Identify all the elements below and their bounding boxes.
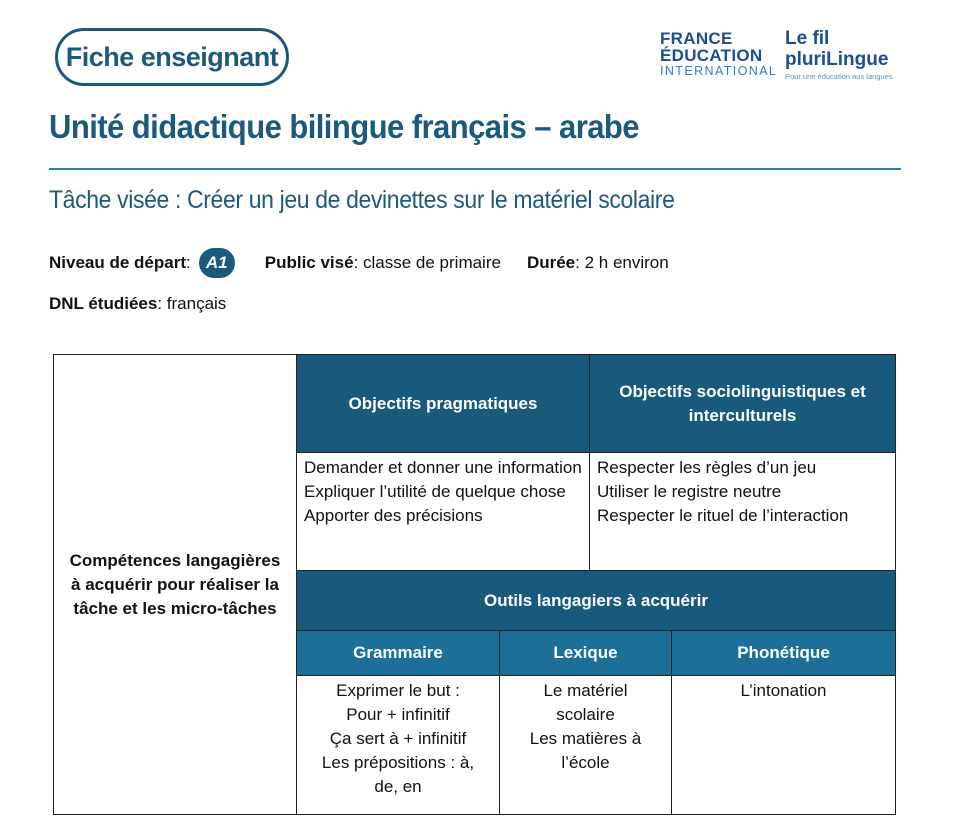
competences-table (53, 354, 896, 815)
outils-langagiers-header-text: Outils langagiers à acquérir (484, 590, 708, 610)
logo-fei-line-2: ÉDUCATION (660, 46, 763, 65)
objectifs-socio-content (590, 453, 896, 571)
grammaire-line: Pour + infinitif (346, 705, 450, 724)
grammaire-line: de, en (374, 777, 422, 796)
lexique-line: scolaire (556, 705, 615, 724)
meta-line-2 (49, 294, 226, 314)
competences-header-text: Compétences langagières à acquérir pour réaliser la tâche et les micro-tâches (69, 550, 281, 618)
objectifs-socio-header (590, 355, 896, 453)
grammaire-line: Ça sert à + infinitif (329, 729, 467, 748)
public-label: Public visé (264, 253, 354, 272)
objectifs-pragmatiques-content (297, 453, 590, 571)
level-label: Niveau de départ (49, 253, 186, 272)
duration-label: Durée (526, 253, 576, 272)
phonetique-line: L’intonation (740, 681, 827, 700)
competences-header-cell (54, 355, 297, 815)
level-separator: : (186, 253, 191, 272)
logo-fil-tagline: Pour une éducation aux langues (785, 72, 893, 81)
objectifs-pragmatiques-text: Demander et donner une information Expliquer l’utilité de quelque chose Apporter des précisions (304, 458, 582, 525)
dnl-label: DNL étudiées (49, 294, 158, 313)
objectifs-socio-header-text: Objectifs sociolinguistiques et interculturels (619, 381, 866, 425)
grammaire-content (297, 676, 500, 815)
lexique-line: l’école (561, 753, 610, 772)
france-education-international-logo (660, 29, 778, 82)
socio-line: Respecter les règles d’un jeu (597, 458, 817, 477)
meta-line-1 (49, 248, 669, 278)
logo-fil-line-2: pluriLingue (785, 49, 889, 70)
phonetique-content (672, 676, 896, 815)
lexique-line: Les matières à (529, 729, 642, 748)
logo-fei-line-1: FRANCE (660, 29, 733, 48)
socio-line: Respecter le rituel de l’interaction (597, 506, 849, 525)
lexique-header (500, 631, 672, 676)
le-fil-plurilingue-logo (785, 28, 903, 84)
grammaire-line: Exprimer le but : (336, 681, 460, 700)
public-value: : classe de primaire (353, 253, 501, 272)
lexique-content (500, 676, 672, 815)
page-subtitle: Tâche visée : Créer un jeu de devinettes sur le matériel scolaire (49, 186, 675, 214)
lexique-header-text: Lexique (553, 643, 618, 662)
phonetique-header (672, 631, 896, 676)
grammaire-line: Les prépositions : à, (321, 753, 475, 772)
socio-line: Utiliser le registre neutre (597, 482, 782, 501)
duration-value: : 2 h environ (575, 253, 669, 272)
dnl-value: : français (157, 294, 227, 313)
page-title: Unité didactique bilingue français – arabe (49, 108, 639, 145)
level-badge: A1 (199, 248, 235, 278)
lexique-line: Le matériel (543, 681, 628, 700)
grammaire-header (297, 631, 500, 676)
phonetique-header-text: Phonétique (737, 643, 830, 662)
logo-fil-line-1: Le fil (785, 28, 830, 49)
outils-langagiers-header (297, 571, 896, 631)
objectifs-pragmatiques-header (297, 355, 590, 453)
title-divider (49, 168, 901, 170)
grammaire-header-text: Grammaire (353, 643, 443, 662)
document-type-badge: Fiche enseignant (55, 28, 289, 86)
objectifs-pragmatiques-header-text: Objectifs pragmatiques (348, 393, 538, 413)
logo-fei-line-3: INTERNATIONAL (660, 64, 778, 78)
